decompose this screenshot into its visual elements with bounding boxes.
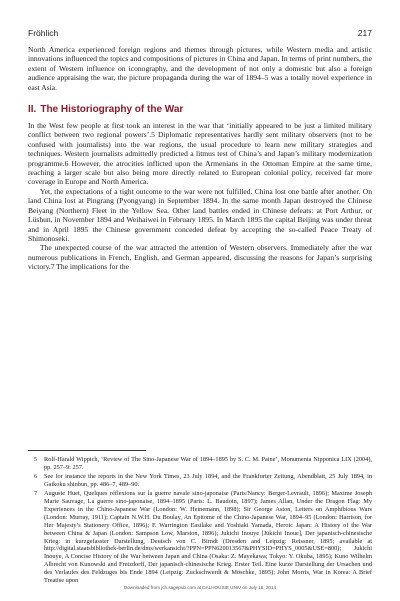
footnotes <box>28 456 372 586</box>
footnote-text: Auguste Huet, Quelques réflexions sur la guerre navale sino-japonaise (Paris/Nancy: Berger-Levrault, 1896); Maxime Joseph Marie Sauvage, La guerre sino-japonaise, 1894–1895 (Paris: L. Baudoin, 1897); James Allan, Under the Dragon Flag: My Experiences in the Chino-Japanese War (London: W. Heinemann, 1898); Sir George Aston, Letters on Amphibious Wars (London: Murray, 1911); Captain N.W.H. Du Boulay, An Epitome of the Chino-Japanese War, 1894–95 (London: Harrison, for Her Majesty’s Stationery Office, 1896); F. Warrington Eastlake and Yoshiaki Yamada, Heroic Japan: A History of the War between China & Japan (London: Sampson Low, Marston, 1896); Jukichi Inouye [Jūkichi Inoue], Der japanisch-chinesische Krieg: in kurzgefasster Darstellung, Deutsch von C. Birndt (Dresden and Leipzig: Reissner, 1895; available at http://digital.staatsbibliothek-berlin.de/dms/werkansicht/?PPN=PPN620013567&PHYSID=PHYS_0005&USE=800); Jukichi Inouye, A Concise History of the War between Japan and China (Osaka: Z. Mayekawa; Tokyo: Y. Okuba, 1895); Kuno Wilhelm Albrecht von Kunowski and Fretzdorff, Der japanisch-chinesische Krieg. Erster Teil. Eine kurze Darstellung der Ursachen und des Verlaufes des Feldzuges bis Ende 1894 (Leipzig: Zuckschwerdt & Möschke, 1895); John Morris, War in Korea: A Brief Treatise upon <box>44 489 372 585</box>
footnote <box>28 490 372 585</box>
footnote-number: 6 <box>34 472 38 480</box>
paragraph: In the West few people at first took an interest in the war that ‘initially appeared to be just a limited military conflict between two regional powers’.5 Diplomatic representatives hardly sent military observers (not to be confused with journalists) into the war regions, the usual procedure to learn new military strategies and techniques. Western journalists admittedly predicted a litmus test of China’s and Japan’s military modernization programme.6 However, the atrocities inflicted upon the Armenians in the Ottoman Empire at the same time, reaching a larger scale but also being more directly related to European colonial policy, received far more coverage in Europe and North America. <box>28 121 372 187</box>
footnote <box>28 456 372 472</box>
running-head-author: Fröhlich <box>28 28 59 38</box>
running-header <box>28 28 372 38</box>
section-number: II. <box>28 104 37 116</box>
paragraph: The unexpected course of the war attracted the attention of Western observers. Immediately after the war numerous publications in French, English, and German appeared, discussing the reasons for Japan’s surprising victory.7 The implications for the <box>28 243 372 272</box>
section-title: The Historiography of the War <box>40 104 184 116</box>
page-number: 217 <box>357 28 372 38</box>
main-text <box>28 45 372 272</box>
intro-paragraph: North America experienced foreign regions and themes through pictures, while Western media and artistic innovations influenced the topics and compositions of pictures in China and Japan. In terms of print numbers, the extent of Western influence on iconography, and the development of not only a domestic but also a foreign audience appraising the war, the picture propaganda during the war of 1894–5 was a totally novel experience in east Asia. <box>28 45 372 92</box>
footnote-text: See for instance the reports in the New York Times, 23 July 1894, and the Frankfurter Zeitung, Abendblatt, 25 July 1894, in Gaikoku shinbun, pp. 486–7, 489–90. <box>44 472 372 488</box>
footnote <box>28 473 372 489</box>
footnote-number: 5 <box>34 456 38 463</box>
footnote-divider <box>28 450 146 451</box>
paragraph: Yet, the expectations of a tight outcome to the war were not fulfilled. China lost one battle after another. On land China lost at Pingrang (Pyongyang) in September 1894. In the same month Japan destroyed the Chinese Beiyang (Northern) Fleet in the Yellow Sea. Other land battles ended in Chinese defeats: at Port Arthur, or Lüshun, in November 1894 and Weihaiwei in February 1895. In March 1895 the capital Beijing was under threat and in April 1895 the Chinese government conceded defeat by accepting the so-called Peace Treaty of Shimonoseki. <box>28 186 372 243</box>
section-heading <box>28 104 372 116</box>
download-footer: Downloaded from jch.sagepub.com at DALHOUSIE UNIV on July 16, 2014 <box>123 585 277 590</box>
footnote-text: Rolf-Harald Wippich, ‘Review of The Sino-Japanese War of 1894–1895 by S. C. M. Paine’, Monumenta Nipponica LIX (2004), pp. 257–9: 257. <box>44 456 372 471</box>
footnote-number: 7 <box>34 489 38 497</box>
